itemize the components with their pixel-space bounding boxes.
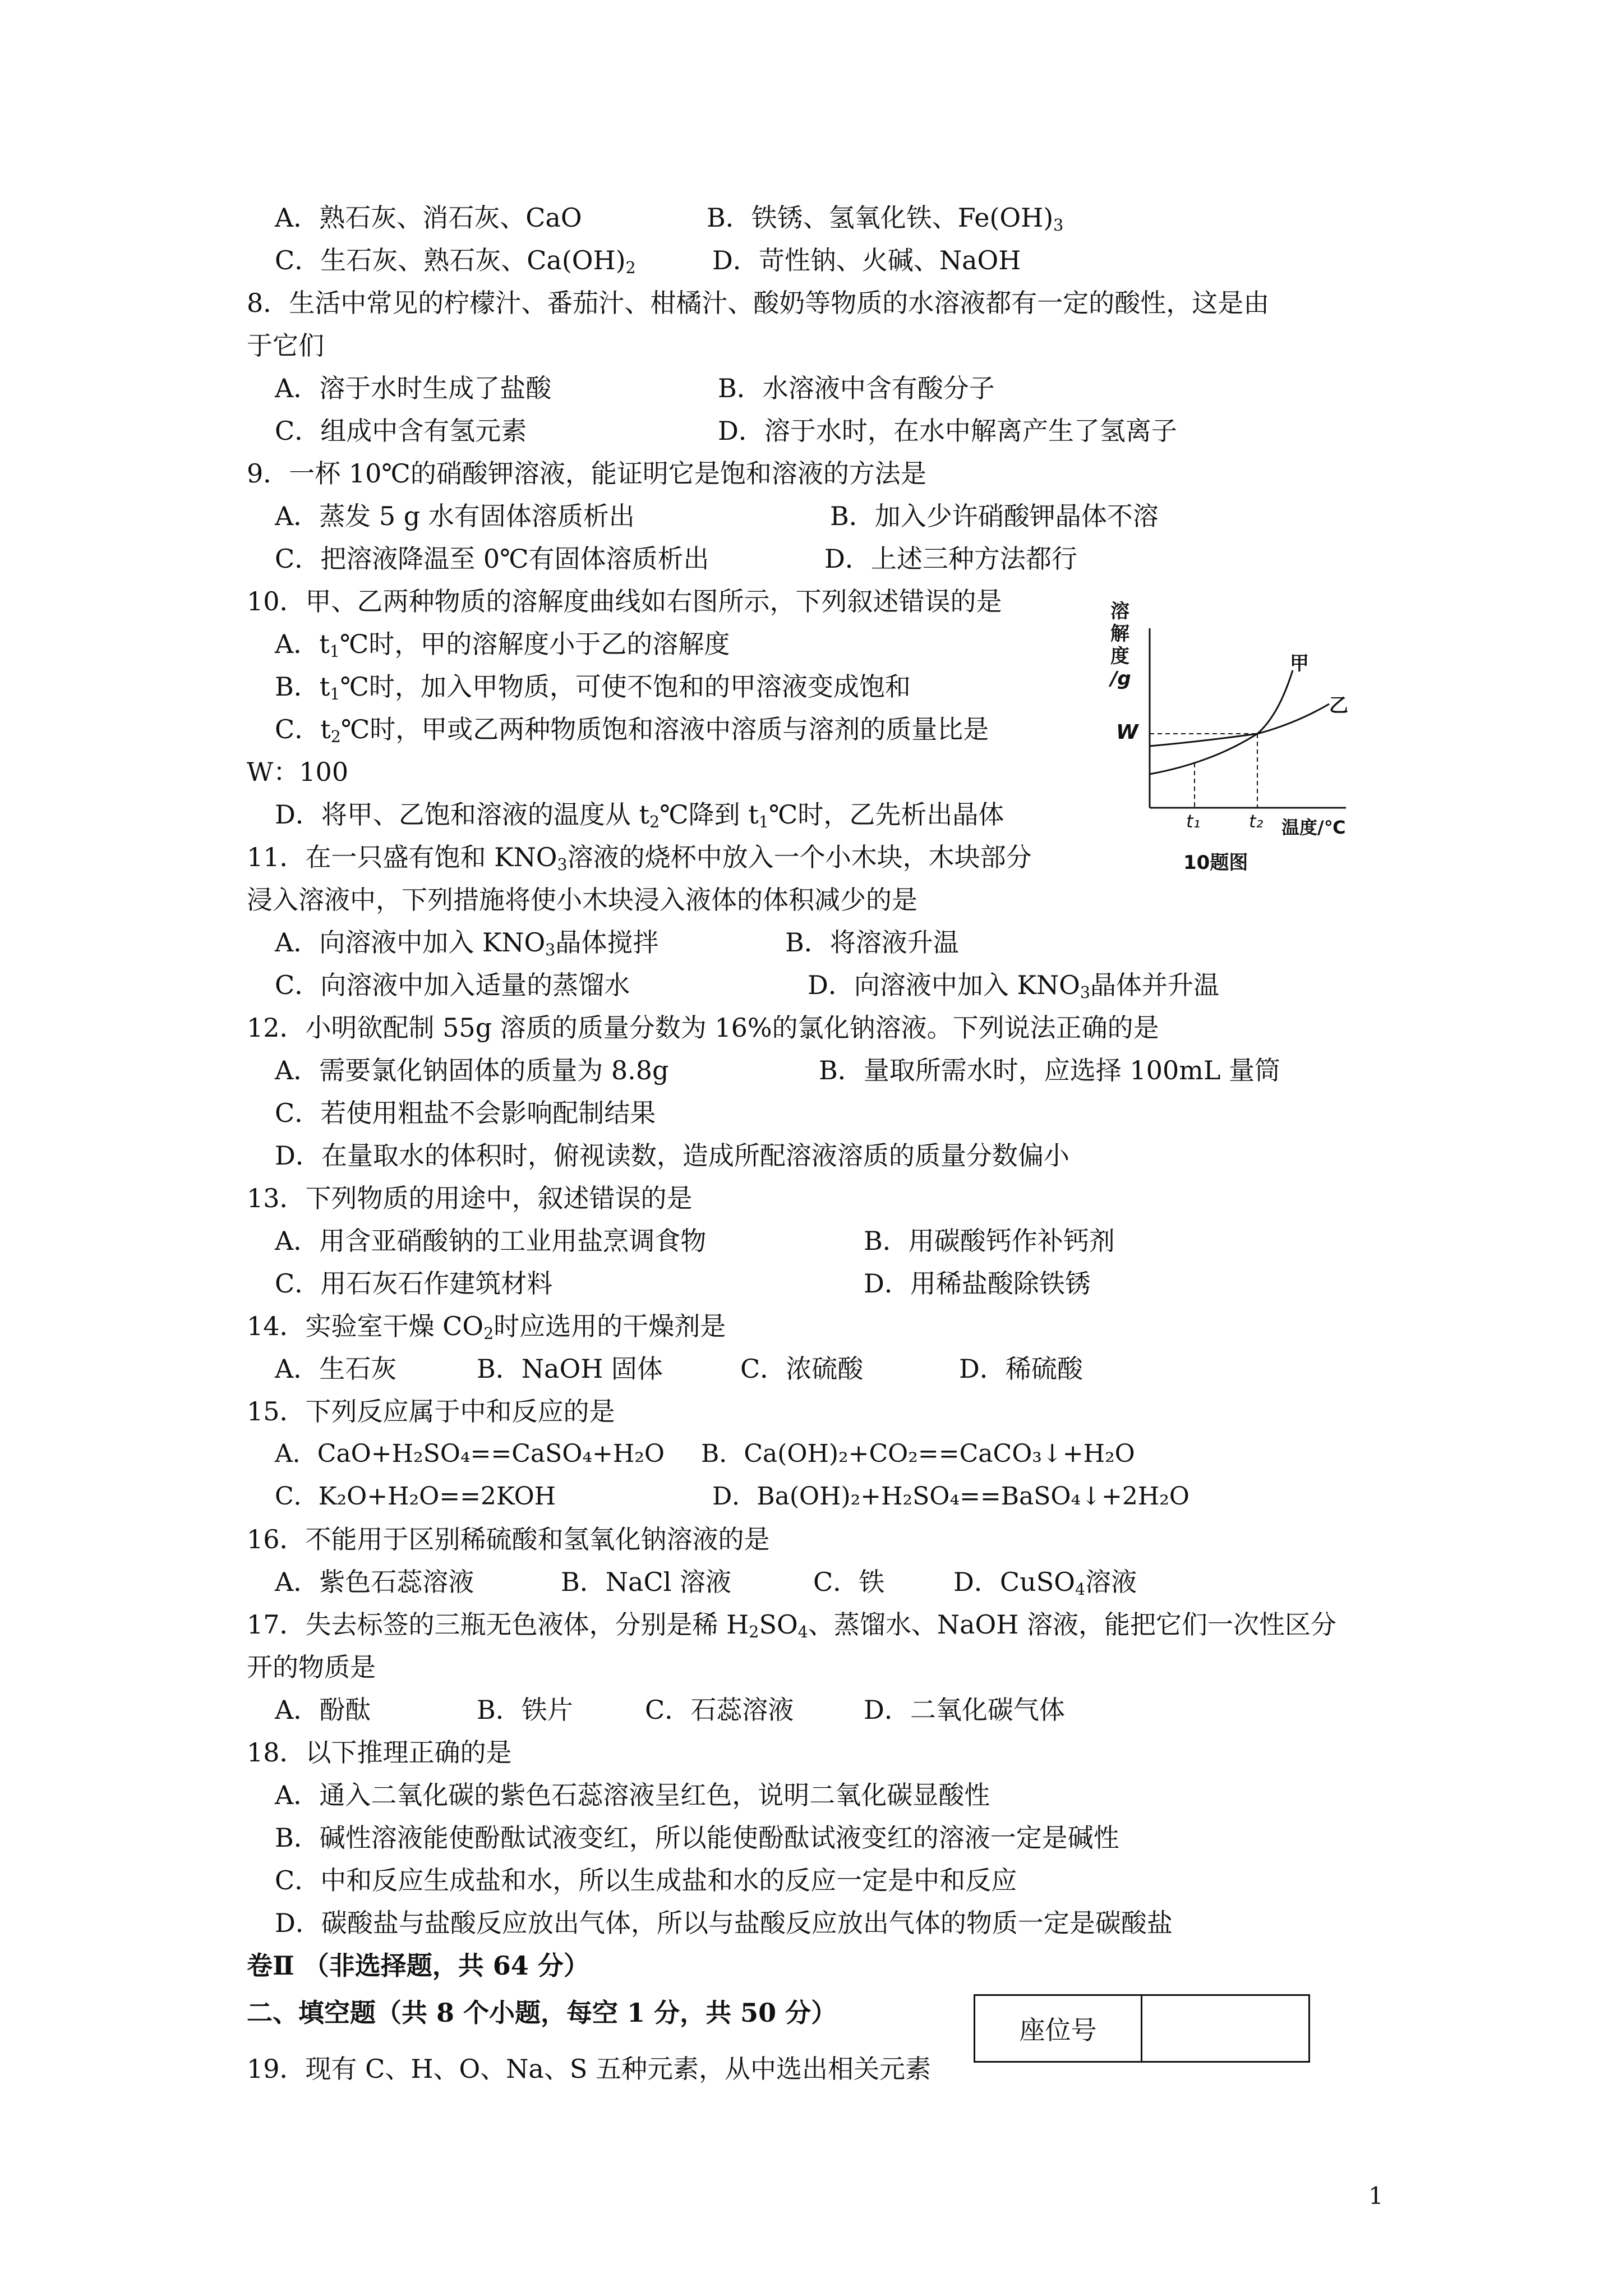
q9-stem: 9．一杯 10℃的硝酸钾溶液，能证明它是饱和溶液的方法是 bbox=[247, 458, 926, 489]
q17-option-d: D．二氧化碳气体 bbox=[864, 1695, 1065, 1725]
q16-stem: 16．不能用于区别稀硫酸和氢氧化钠溶液的是 bbox=[247, 1524, 770, 1554]
q9-option-c: C．把溶液降温至 0℃有固体溶质析出 bbox=[275, 544, 709, 574]
q15-stem: 15．下列反应属于中和反应的是 bbox=[247, 1396, 615, 1427]
q7-option-a: A．熟石灰、消石灰、CaO bbox=[275, 203, 582, 233]
q13-option-a: A．用含亚硝酸钠的工业用盐烹调食物 bbox=[275, 1226, 707, 1256]
q8-stem-line1: 8．生活中常见的柠檬汁、番茄汁、柑橘汁、酸奶等物质的水溶液都有一定的酸性，这是由 bbox=[247, 288, 1270, 318]
figure-caption: 10题图 bbox=[1183, 852, 1248, 874]
q12-option-b: B．量取所需水时，应选择 100mL 量筒 bbox=[819, 1055, 1281, 1085]
q17-stem-line1: 17．失去标签的三瓶无色液体，分别是稀 $H_2SO_4$、蒸馏水、NaOH 溶液，能把它们一次性区分 bbox=[247, 1609, 1336, 1642]
q10-option-b: B．$t_1℃$时，加入甲物质，可使不饱和的甲溶液变成饱和 bbox=[275, 671, 911, 704]
q14-option-d: D．稀硫酸 bbox=[959, 1354, 1083, 1384]
fill-in-section-title: 二、填空题（共 8 个小题，每空 1 分，共 50 分） bbox=[247, 1998, 837, 2028]
q10-option-c: C．$t_2℃$时，甲或乙两种物质饱和溶液中溶质与溶剂的质量比是 bbox=[275, 714, 989, 747]
q11-stem-line1: 11．在一只盛有饱和 $KNO_3$溶液的烧杯中放入一个小木块，木块部分 bbox=[247, 842, 1032, 875]
q8-option-d: D．溶于水时，在水中解离产生了氢离子 bbox=[718, 416, 1177, 446]
y-axis-label: 溶 解 度 /g bbox=[1110, 600, 1131, 690]
q7-option-d: D．苛性钠、火碱、NaOH bbox=[712, 245, 1021, 275]
curve-yi bbox=[1150, 704, 1329, 746]
q13-option-c: C．用石灰石作建筑材料 bbox=[275, 1268, 553, 1299]
q14-stem: 14．实验室干燥 $CO_2$时应选用的干燥剂是 bbox=[247, 1311, 726, 1343]
q17-option-a: A．酚酞 bbox=[275, 1695, 371, 1725]
q16-option-a: A．紫色石蕊溶液 bbox=[275, 1567, 474, 1597]
q11-stem-line2: 浸入溶液中，下列措施将使小木块浸入液体的体积减少的是 bbox=[247, 885, 917, 915]
q15-option-a: A．CaO+H₂SO₄==CaSO₄+H₂O bbox=[275, 1439, 665, 1468]
q16-option-b: B．NaCl 溶液 bbox=[561, 1567, 732, 1597]
q9-option-a: A．蒸发 5 g 水有固体溶质析出 bbox=[275, 501, 635, 531]
solubility-curve-figure bbox=[1099, 595, 1380, 886]
q18-option-b: B．碱性溶液能使酚酞试液变红，所以能使酚酞试液变红的溶液一定是碱性 bbox=[275, 1823, 1119, 1853]
q14-option-b: B．NaOH 固体 bbox=[477, 1354, 663, 1384]
seat-number-label: 座位号 bbox=[975, 1996, 1142, 2061]
q18-stem: 18．以下推理正确的是 bbox=[247, 1737, 512, 1768]
q13-option-d: D．用稀盐酸除铁锈 bbox=[864, 1268, 1091, 1299]
q18-option-d: D．碳酸盐与盐酸反应放出气体，所以与盐酸反应放出气体的物质一定是碳酸盐 bbox=[275, 1908, 1173, 1938]
q8-option-c: C．组成中含有氢元素 bbox=[275, 416, 527, 446]
q12-stem: 12．小明欲配制 55g 溶质的质量分数为 16%的氯化钠溶液。下列说法正确的是 bbox=[247, 1013, 1159, 1043]
solubility-curve-svg bbox=[1099, 595, 1380, 886]
curve-jia-label: 甲 bbox=[1290, 652, 1309, 675]
q8-stem-line2: 于它们 bbox=[247, 330, 324, 361]
q17-option-b: B．铁片 bbox=[477, 1695, 573, 1725]
w-label: W bbox=[1116, 721, 1138, 744]
q11-option-c: C．向溶液中加入适量的蒸馏水 bbox=[275, 970, 630, 1000]
q13-stem: 13．下列物质的用途中，叙述错误的是 bbox=[247, 1183, 693, 1213]
q15-option-b: B．Ca(OH)₂+CO₂==CaCO₃↓+H₂O bbox=[701, 1439, 1135, 1468]
t2-label: t₂ bbox=[1249, 811, 1264, 832]
q7-option-c: C．生石灰、熟石灰、$Ca(OH)_2$ bbox=[275, 245, 636, 278]
curve-yi-label: 乙 bbox=[1329, 694, 1348, 717]
curve-jia bbox=[1150, 670, 1293, 774]
t1-label: t₁ bbox=[1186, 811, 1201, 832]
q11-option-d: D．向溶液中加入 $KNO_3$晶体并升温 bbox=[808, 970, 1219, 1002]
q10-stem: 10．甲、乙两种物质的溶解度曲线如右图所示，下列叙述错误的是 bbox=[247, 586, 1002, 616]
q17-option-c: C．石蕊溶液 bbox=[645, 1695, 794, 1725]
seat-number-box bbox=[974, 1994, 1310, 2063]
q10-option-c-cont: W：100 bbox=[247, 757, 349, 787]
q10-option-a: A．$t_1℃$时，甲的溶解度小于乙的溶解度 bbox=[275, 629, 730, 661]
q9-option-b: B．加入少许硝酸钾晶体不溶 bbox=[830, 501, 1159, 531]
q16-option-d: D．CuSO$_4$溶液 bbox=[953, 1567, 1137, 1599]
q9-option-d: D．上述三种方法都行 bbox=[824, 544, 1077, 574]
q18-option-a: A．通入二氧化碳的紫色石蕊溶液呈红色，说明二氧化碳显酸性 bbox=[275, 1780, 990, 1810]
q15-option-c: C．K₂O+H₂O==2KOH bbox=[275, 1482, 556, 1511]
q14-option-c: C．浓硫酸 bbox=[740, 1354, 864, 1384]
seat-number-field[interactable] bbox=[1142, 1996, 1308, 2061]
q11-option-a: A．向溶液中加入 $KNO_3$晶体搅拌 bbox=[275, 927, 659, 960]
q12-option-d: D．在量取水的体积时，俯视读数，造成所配溶液溶质的质量分数偏小 bbox=[275, 1140, 1069, 1171]
q10-option-d: D．将甲、乙饱和溶液的温度从 $t_2℃$降到 $t_1℃$时，乙先析出晶体 bbox=[275, 799, 1004, 832]
x-axis-label: 温度/℃ bbox=[1281, 817, 1346, 838]
q7-option-b: B．铁锈、氢氧化铁、$Fe(OH)_3$ bbox=[707, 203, 1064, 235]
q15-option-d: D．Ba(OH)₂+H₂SO₄==BaSO₄↓+2H₂O bbox=[712, 1482, 1189, 1511]
q16-option-c: C．铁 bbox=[813, 1567, 885, 1597]
q13-option-b: B．用碳酸钙作补钙剂 bbox=[864, 1226, 1115, 1256]
q17-stem-line2: 开的物质是 bbox=[247, 1652, 376, 1682]
q14-option-a: A．生石灰 bbox=[275, 1354, 397, 1384]
q19-stem: 19．现有 C、H、O、Na、S 五种元素，从中选出相关元素 bbox=[247, 2054, 931, 2084]
q11-option-b: B．将溶液升温 bbox=[785, 927, 959, 958]
q8-option-a: A．溶于水时生成了盐酸 bbox=[275, 373, 552, 403]
q12-option-a: A．需要氯化钠固体的质量为 8.8g bbox=[275, 1055, 669, 1085]
q12-option-c: C．若使用粗盐不会影响配制结果 bbox=[275, 1098, 656, 1128]
section2-title: 卷Ⅱ （非选择题，共 64 分） bbox=[247, 1950, 589, 1981]
page-number: 1 bbox=[1368, 2182, 1384, 2210]
q8-option-b: B．水溶液中含有酸分子 bbox=[718, 373, 995, 403]
q18-option-c: C．中和反应生成盐和水，所以生成盐和水的反应一定是中和反应 bbox=[275, 1865, 1017, 1895]
